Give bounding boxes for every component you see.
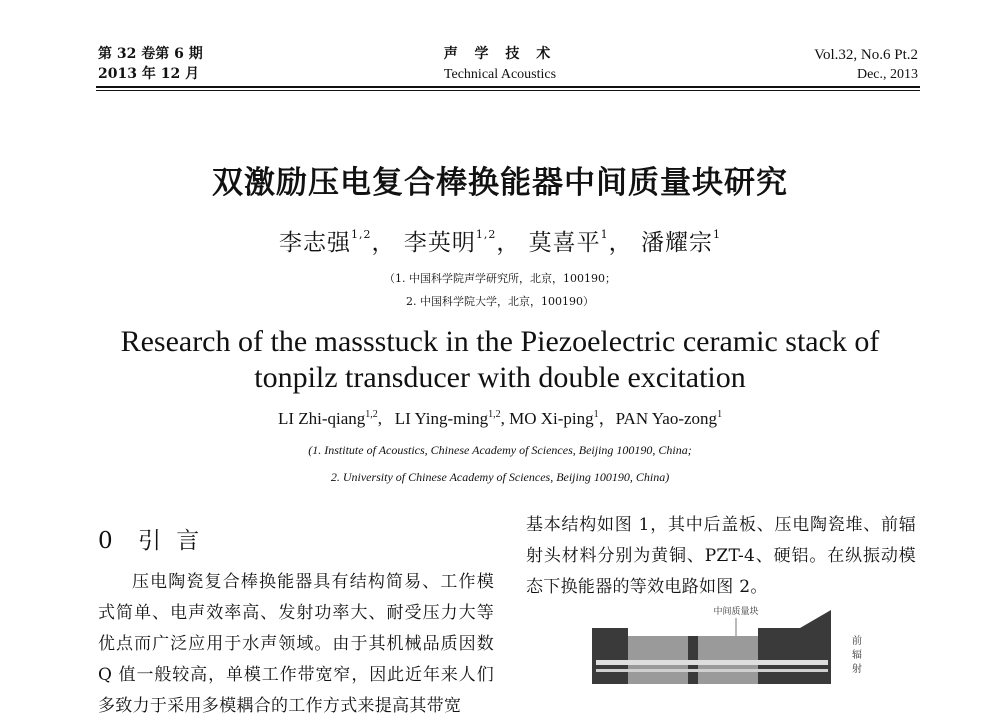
figure-1 bbox=[586, 600, 886, 684]
transducer-diagram bbox=[586, 600, 886, 684]
header-rule-thin bbox=[96, 90, 920, 91]
section-heading bbox=[98, 522, 203, 555]
header-journal-en: Technical Acoustics bbox=[443, 67, 557, 82]
author-cn-1: 李志强$^{1,2}$， bbox=[279, 228, 396, 256]
paper-title-en-line2: tonpilz transducer with double excitation bbox=[254, 361, 746, 394]
paper-title-cn: 双激励压电复合棒换能器中间质量块研究 bbox=[212, 165, 788, 201]
header-journal-cn: 声 学 技 术 bbox=[443, 46, 557, 62]
section-number: 0 bbox=[98, 528, 117, 554]
author-cn-3: 莫喜平$^1$， bbox=[528, 228, 633, 256]
author-cn-4: 潘耀宗$^1$ bbox=[640, 228, 721, 256]
intro-paragraph: 压电陶瓷复合棒换能器具有结构简易、工作模式简单、电声效率高、发射功率大、耐受压力大等优点而广泛应用于水声领域。由于其机械品质因数 Q 值一般较高，单模工作带宽窄，因此近年来人们多致力于采用多模耦合的工作方式来提高其带宽 bbox=[98, 572, 494, 716]
affiliation-en-1: (1. Institute of Acoustics, Chinese Academy of Sciences, Beijing 100190, China; bbox=[308, 443, 692, 457]
header-date-cn: 2013 年 12 月 bbox=[98, 66, 200, 82]
affiliation-en-2: 2. University of Chinese Academy of Sciences, Beijing 100190, China) bbox=[330, 470, 670, 484]
affiliation-cn-1: （1. 中国科学院声学研究所，北京，100190； bbox=[384, 272, 616, 285]
structure-paragraph: 基本结构如图 1，其中后盖板、压电陶瓷堆、前辐射头材料分别为黄铜、PZT-4、硬铝。在纵振动模态下换能器的等效电路如图 2。 bbox=[526, 515, 916, 597]
authors-en bbox=[0, 404, 1000, 429]
author-en-2: LI Ying-ming$^{1,2}$, bbox=[394, 409, 510, 428]
header-volume-en: Vol.32, No.6 Pt.2 bbox=[814, 47, 918, 63]
header-date-en: Dec., 2013 bbox=[856, 67, 918, 82]
author-en-1: LI Zhi-qiang$^{1,2}$, bbox=[277, 409, 395, 428]
author-en-4: PAN Yao-zong$^1$ bbox=[615, 409, 723, 428]
figure-label-head: 前 辐 射 bbox=[852, 636, 862, 675]
author-en-3: MO Xi-ping$^1$， bbox=[509, 409, 616, 428]
figure-label-mass: 中间质量块 bbox=[713, 607, 759, 617]
author-cn-2: 李英明$^{1,2}$， bbox=[403, 228, 521, 256]
section-title: 引 言 bbox=[137, 528, 204, 554]
header-rule bbox=[96, 86, 920, 88]
affiliation-cn-2: 2. 中国科学院大学，北京，100190） bbox=[406, 295, 594, 308]
header-volume: 第 32 卷第 6 期 bbox=[98, 46, 203, 62]
paper-title-en-line1: Research of the massstuck in the Piezoelectric ceramic stack of bbox=[120, 325, 880, 358]
authors-cn bbox=[0, 224, 1000, 257]
